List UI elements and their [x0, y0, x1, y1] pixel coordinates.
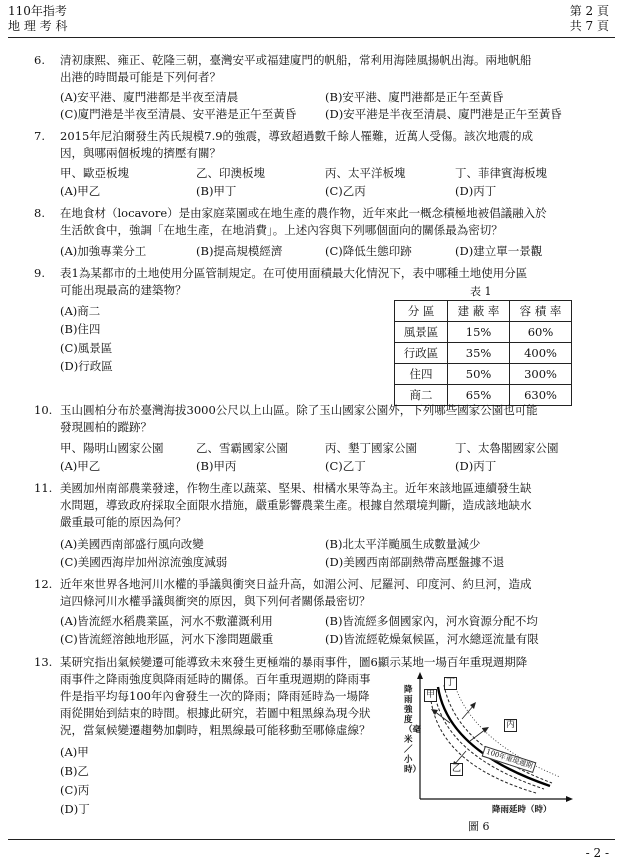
- option-c[interactable]: (C)乙丁: [325, 459, 366, 473]
- plate-item: 丙、太平洋板塊: [325, 166, 406, 180]
- exam-subject: 地 理 考 科: [8, 19, 68, 33]
- option-a[interactable]: (A)商二: [60, 304, 101, 318]
- question-line: 美國加州南部農業發達，作物生產以蔬菜、堅果、柑橘水果等為主。近年來該地區連續發生缺: [60, 481, 532, 495]
- question-number: 11.: [34, 481, 53, 495]
- option-b[interactable]: (B)甲丙: [196, 459, 237, 473]
- option-a[interactable]: (A)美國西南部盛行風向改變: [60, 537, 204, 551]
- table-cell: 300%: [510, 364, 572, 385]
- option-d[interactable]: (D)丙丁: [455, 184, 497, 198]
- zoning-table: [394, 300, 572, 406]
- question-10: [34, 402, 586, 436]
- footer-page: - 2 -: [585, 846, 609, 860]
- question-line: 發現圓柏的蹤跡？: [60, 420, 152, 434]
- plate-item: 乙、印澳板塊: [196, 166, 265, 180]
- label-jia: 甲: [425, 690, 435, 700]
- plate-item: 丁、菲律賓海板塊: [455, 166, 547, 180]
- option-a[interactable]: (A)甲: [60, 745, 89, 759]
- question-number: 12.: [34, 577, 53, 591]
- header-rule: [8, 37, 615, 38]
- x-axis-arrow-icon: [566, 796, 573, 802]
- option-a[interactable]: (A)皆流經水稻農業區，河水不敷灌溉利用: [60, 614, 273, 628]
- option-c[interactable]: (C)風景區: [60, 341, 113, 355]
- question-line: 近年來世界各地河川水權的爭議與衝突日益升高，如湄公河、尼羅河、印度河、約旦河，造成: [60, 577, 532, 591]
- option-c[interactable]: (C)丙: [60, 783, 90, 797]
- option-d[interactable]: (D)丁: [60, 802, 90, 816]
- question-7: [34, 128, 586, 162]
- table-cell: 行政區: [395, 343, 448, 364]
- exam-year: 110年指考: [8, 4, 67, 18]
- question-number: 8.: [34, 206, 45, 220]
- page-total: 共 7 頁: [569, 19, 609, 33]
- option-a[interactable]: (A)甲乙: [60, 184, 101, 198]
- question-line: 清初康熙、雍正、乾隆三朝，臺灣安平或福建廈門的帆船，常利用海陸風揚帆出海。兩地帆船: [60, 53, 532, 67]
- table-cell: 35%: [448, 343, 510, 364]
- question-line: 況，當氣候變遷趨勢加劇時，粗黑線最可能移動至哪條虛線？: [60, 723, 371, 737]
- y-axis-label: 降雨強度（毫米／小時）: [404, 685, 422, 775]
- option-d[interactable]: (D)美國西南部副熱帶高壓盤據不退: [325, 555, 505, 569]
- arrow-head-icon: [482, 727, 489, 733]
- question-line: 出港的時間最可能是下列何者？: [60, 70, 221, 84]
- question-number: 6.: [34, 53, 45, 67]
- arrow-head-icon: [470, 702, 476, 709]
- question-line: 因，與哪兩個板塊的擠壓有關？: [60, 146, 221, 160]
- table-row: [395, 322, 572, 343]
- question-line: 在地食材（locavore）是由家庭菜園或在地生產的農作物，近年來此一概念積極地被倡議融入於: [60, 206, 547, 220]
- option-b[interactable]: (B)皆流經多個國家內，河水資源分配不均: [325, 614, 538, 628]
- label-bing: 丙: [505, 720, 515, 730]
- question-number: 9.: [34, 266, 45, 280]
- y-axis-arrow-icon: [417, 672, 423, 679]
- question-line: 雨事件之降雨強度與降雨延時的關係。百年重現週期的降雨事: [60, 672, 371, 686]
- question-line: 水問題，導致政府採取全面限水措施，嚴重影響農業生產。根據自然環境判斷，造成該地缺水: [60, 498, 532, 512]
- plate-item: 甲、歐亞板塊: [60, 166, 129, 180]
- question-line: 生活飲食中，強調「在地生產，在地消費」。上述內容與下列哪個面向的關係最為密切？: [60, 223, 503, 237]
- table-row: [395, 343, 572, 364]
- arrow-to-bing: [470, 729, 486, 741]
- table-cell: 住四: [395, 364, 448, 385]
- x-axis-label: 降雨延時（時）: [492, 805, 552, 815]
- figure-caption: 圖 6: [468, 820, 490, 833]
- option-c[interactable]: (C)皆流經溶蝕地形區，河水下滲問題嚴重: [60, 632, 274, 646]
- question-6: [34, 52, 586, 86]
- question-number: 13.: [34, 655, 53, 669]
- question-line: 可能出現最高的建築物？: [60, 283, 187, 297]
- park-item: 丙、墾丁國家公園: [325, 441, 417, 455]
- option-b[interactable]: (B)北太平洋颱風生成數量減少: [325, 537, 481, 551]
- table-header-row: [395, 301, 572, 322]
- table-header: 分 區: [395, 301, 448, 322]
- park-item: 甲、陽明山國家公園: [60, 441, 164, 455]
- question-line: 玉山圓柏分布於臺灣海拔3000公尺以上山區。除了玉山國家公園外，下列哪些國家公園也可能: [60, 403, 538, 417]
- table-row: [395, 364, 572, 385]
- question-line: 表1為某都市的土地使用分區管制規定。在可使用面積最大化情況下，表中哪種土地使用分區: [60, 266, 528, 280]
- table-cell: 商二: [395, 385, 448, 406]
- question-line: 件是指平均每100年內會發生一次的降雨；降雨延時為一場降: [60, 689, 370, 703]
- figure-6: [404, 671, 574, 821]
- option-b[interactable]: (B)住四: [60, 322, 101, 336]
- table-caption: 表 1: [470, 285, 492, 298]
- park-item: 丁、太魯閣國家公園: [455, 441, 559, 455]
- option-c[interactable]: (C)乙丙: [325, 184, 366, 198]
- table-header: 建 蔽 率: [448, 301, 510, 322]
- option-c[interactable]: (C)美國西海岸加州涼流強度減弱: [60, 555, 228, 569]
- label-ding: 丁: [445, 678, 455, 688]
- page-number: 第 2 頁: [569, 4, 609, 18]
- table-cell: 風景區: [395, 322, 448, 343]
- question-line: 嚴重最可能的原因為何？: [60, 515, 187, 529]
- footer-rule: [8, 839, 615, 840]
- option-b[interactable]: (B)提高規模經濟: [196, 244, 283, 258]
- park-item: 乙、雪霸國家公園: [196, 441, 288, 455]
- table-header: 容 積 率: [510, 301, 572, 322]
- option-a[interactable]: (A)安平港、廈門港都是半夜至清晨: [60, 90, 239, 104]
- question-number: 7.: [34, 129, 45, 143]
- option-b[interactable]: (B)甲丁: [196, 184, 237, 198]
- table-cell: 400%: [510, 343, 572, 364]
- option-b[interactable]: (B)乙: [60, 764, 89, 778]
- option-d[interactable]: (D)建立單一景觀: [455, 244, 543, 258]
- option-d[interactable]: (D)皆流經乾燥氣候區，河水總逕流量有限: [325, 632, 539, 646]
- question-line: 某研究指出氣候變遷可能導致未來發生更極端的暴雨事件，圖6顯示某地一場百年重現週期降: [60, 655, 528, 669]
- table-cell: 50%: [448, 364, 510, 385]
- table-cell: 65%: [448, 385, 510, 406]
- option-d[interactable]: (D)丙丁: [455, 459, 497, 473]
- table-cell: 60%: [510, 322, 572, 343]
- question-line: 雨從開始到結束的時間。根據此研究，若圖中粗黑線為現今狀: [60, 706, 371, 720]
- question-12: [34, 576, 586, 610]
- curve-yi: [430, 691, 536, 793]
- option-a[interactable]: (A)加強專業分工: [60, 244, 147, 258]
- question-11: [34, 480, 586, 531]
- question-8: [34, 205, 586, 239]
- curve-label: 100年重現週期: [482, 746, 537, 773]
- option-c[interactable]: (C)降低生態印跡: [325, 244, 412, 258]
- option-b[interactable]: (B)安平港、廈門港都是正午至黃昏: [325, 90, 504, 104]
- table-cell: 15%: [448, 322, 510, 343]
- option-a[interactable]: (A)甲乙: [60, 459, 101, 473]
- question-line: 2015年尼泊爾發生芮氏規模7.9的強震，導致超過數千餘人罹難，近萬人受傷。該次地震的成: [60, 129, 534, 143]
- arrow-head-icon: [431, 709, 438, 715]
- label-yi: 乙: [451, 764, 461, 774]
- question-number: 10.: [34, 403, 53, 417]
- option-d[interactable]: (D)安平港是半夜至清晨、廈門港是正午至黃昏: [325, 107, 562, 121]
- option-c[interactable]: (C)廈門港是半夜至清晨、安平港是正午至黃昏: [60, 107, 297, 121]
- option-d[interactable]: (D)行政區: [60, 359, 113, 373]
- table-cell: 630%: [510, 385, 572, 406]
- question-line: 這四條河川水權爭議與衝突的原因，與下列何者關係最密切？: [60, 594, 371, 608]
- question-9: [34, 265, 586, 299]
